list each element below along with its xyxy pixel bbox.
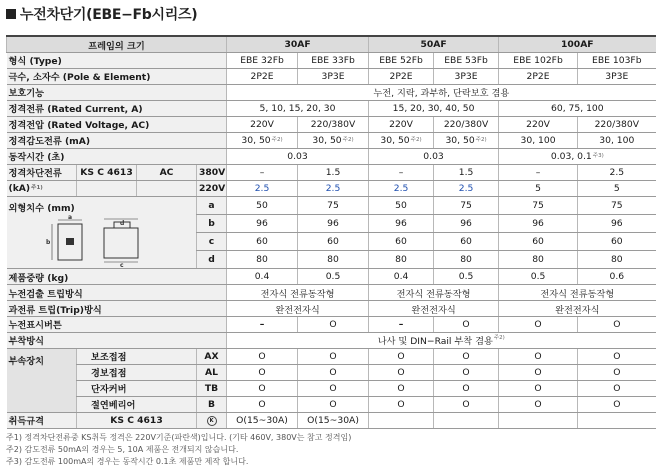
accessory-row	[7, 364, 656, 380]
page-title: 누전차단기(EBE−Fb시리즈)	[20, 7, 198, 23]
certification-cell: O(15~30A)	[227, 412, 298, 428]
accessory-cell: O	[499, 380, 578, 396]
frame-50af: 50AF	[369, 36, 499, 53]
dim-d-cell: 80	[298, 251, 369, 269]
accessory-cell: O	[434, 380, 499, 396]
dim-b-label: b	[197, 214, 227, 232]
indicator-cell: O	[434, 317, 499, 333]
breaking-label: 정격차단전류	[7, 164, 77, 180]
breaking-380-cell: –	[227, 164, 298, 180]
indicator-cell: O	[298, 317, 369, 333]
dim-letter: b	[46, 238, 51, 246]
dim-a-cell: 75	[298, 196, 369, 214]
breaking-380-cell: –	[369, 164, 434, 180]
accessory-code: B	[197, 396, 227, 412]
weight-cell: 0.5	[298, 269, 369, 285]
accessory-cell: O	[369, 364, 434, 380]
footnote: 주1) 정격차단전류중 KS취득 정격은 220V기준(파란색)입니다. (기타 460V, 380V는 참고 정격임)	[6, 433, 352, 442]
dim-d-cell: 80	[578, 251, 656, 269]
breaking-standard: KS C 4613	[77, 164, 137, 180]
accessory-code: TB	[197, 380, 227, 396]
poles-cell: 3P3E	[578, 68, 656, 84]
voltage-380-label: 380V	[197, 164, 227, 180]
accessory-cell: O	[227, 396, 298, 412]
accessory-cell: O	[369, 396, 434, 412]
poles-cell: 3P3E	[434, 68, 499, 84]
accessory-cell: O	[434, 396, 499, 412]
dim-c-cell: 60	[369, 232, 434, 250]
accessory-cell: O	[227, 348, 298, 364]
type-cell: EBE 32Fb	[227, 53, 298, 69]
dimensions-label: 외형치수 (mm)	[8, 202, 75, 214]
poles-row	[7, 68, 656, 84]
spec-table	[6, 35, 655, 429]
weight-cell: 0.6	[578, 269, 656, 285]
breaking-380-cell: 2.5	[578, 164, 656, 180]
dim-a-row	[7, 196, 656, 214]
accessory-cell: O	[369, 348, 434, 364]
dim-letter: d	[120, 219, 125, 227]
rated-voltage-cell: 220/380V	[434, 116, 499, 132]
sensitivity-cell: 30, $50^{주2)}$	[369, 132, 434, 148]
weight-row	[7, 269, 656, 285]
weight-cell: 0.4	[369, 269, 434, 285]
weight-cell: 0.5	[434, 269, 499, 285]
accessory-row	[7, 396, 656, 412]
certification-label: 취득규격	[7, 412, 77, 428]
type-cell: EBE 102Fb	[499, 53, 578, 69]
accessory-cell: O	[227, 364, 298, 380]
accessory-cell: O	[499, 348, 578, 364]
dim-a-cell: 75	[434, 196, 499, 214]
breaking-unit: (kA)$^{주1)}$	[7, 180, 77, 196]
operating-time-cell: 0.03	[227, 148, 369, 164]
sensitivity-cell: 30, $50^{주2)}$	[227, 132, 298, 148]
dim-c-cell: 60	[578, 232, 656, 250]
overcurrent-row	[7, 301, 656, 317]
accessory-label: 보조접점	[77, 348, 197, 364]
dim-letter: c	[120, 261, 124, 269]
detection-cell: 전자식 전류동작형	[369, 285, 499, 301]
protection-value: 누전, 지락, 과부하, 단락보호 겸용	[227, 84, 656, 100]
dim-a-cell: 75	[499, 196, 578, 214]
dim-d-cell: 80	[369, 251, 434, 269]
dim-b-cell: 96	[434, 214, 499, 232]
type-cell: EBE 103Fb	[578, 53, 656, 69]
dim-c-label: c	[197, 232, 227, 250]
note-mark: 주3)	[592, 152, 604, 159]
sensitivity-cell: 30, $50^{주2)}$	[434, 132, 499, 148]
dim-a-label: a	[197, 196, 227, 214]
indicator-row	[7, 317, 656, 333]
detection-label: 누전검출 트립방식	[7, 285, 227, 301]
accessory-code: AL	[197, 364, 227, 380]
overcurrent-cell: 완전전자식	[369, 301, 499, 317]
rated-current-cell: 15, 20, 30, 40, 50	[369, 100, 499, 116]
rated-current-cell: 60, 75, 100	[499, 100, 656, 116]
rated-voltage-cell: 220/380V	[578, 116, 656, 132]
weight-label: 제품중량 (kg)	[7, 269, 227, 285]
footnote: 주3) 감도전류 100mA의 경우는 동작시간 0.1초 제품만 제작 합니다.	[6, 457, 249, 466]
accessory-cell: O	[298, 348, 369, 364]
indicator-cell: –	[227, 317, 298, 333]
sensitivity-cell: 30, $50^{주2)}$	[298, 132, 369, 148]
rated-current-label: 정격전류 (Rated Current, A)	[7, 100, 227, 116]
breaking-380-cell: –	[499, 164, 578, 180]
type-row	[7, 53, 656, 69]
protection-label: 보호기능	[7, 84, 227, 100]
type-label: 형식 (Type)	[7, 53, 227, 69]
note-mark: 주2)	[271, 136, 283, 143]
operating-time-cell: 0.03	[369, 148, 499, 164]
dim-b-cell: 96	[369, 214, 434, 232]
breaking-380-cell: 1.5	[298, 164, 369, 180]
section-title	[6, 4, 197, 24]
certification-cell	[499, 412, 578, 428]
overcurrent-label: 과전류 트립(Trip)방식	[7, 301, 227, 317]
frame-30af: 30AF	[227, 36, 369, 53]
dim-d-cell: 80	[227, 251, 298, 269]
dim-c-cell: 60	[434, 232, 499, 250]
note-mark: 주1)	[31, 184, 43, 191]
note-mark: 주2)	[410, 136, 422, 143]
dim-b-cell: 96	[499, 214, 578, 232]
accessory-cell: O	[578, 348, 656, 364]
accessory-cell: O	[578, 396, 656, 412]
dim-letter: a	[68, 213, 73, 221]
frame-100af: 100AF	[499, 36, 656, 53]
accessory-cell: O	[298, 364, 369, 380]
indicator-cell: O	[499, 317, 578, 333]
type-cell: EBE 53Fb	[434, 53, 499, 69]
overcurrent-cell: 완전전자식	[227, 301, 369, 317]
breaking-220-cell: 2.5	[434, 180, 499, 196]
mounting-label: 부착방식	[7, 332, 227, 348]
accessory-cell: O	[298, 396, 369, 412]
certification-standard: KS C 4613	[77, 412, 197, 428]
accessory-label: 절연베리어	[77, 396, 197, 412]
accessory-cell: O	[227, 380, 298, 396]
certification-row	[7, 412, 656, 428]
note-mark: 주2)	[493, 335, 505, 342]
header-row	[7, 36, 656, 53]
breaking-220-cell: 5	[499, 180, 578, 196]
accessory-cell: O	[578, 380, 656, 396]
certification-cell	[434, 412, 499, 428]
certification-cell: O(15~30A)	[298, 412, 369, 428]
rated-voltage-cell: 220V	[499, 116, 578, 132]
rated-current-row	[7, 100, 656, 116]
accessory-row	[7, 380, 656, 396]
breaking-220-cell: 2.5	[369, 180, 434, 196]
dim-c-cell: 60	[298, 232, 369, 250]
breaking-220-row	[7, 180, 656, 196]
weight-cell: 0.5	[499, 269, 578, 285]
dim-a-cell: 75	[578, 196, 656, 214]
sensitivity-cell: 30, 100	[499, 132, 578, 148]
weight-cell: 0.4	[227, 269, 298, 285]
dim-c-cell: 60	[227, 232, 298, 250]
mounting-value: 나사 및 DIN−Rail 부착 겸용$^{주2)}$	[227, 332, 656, 348]
dim-d-cell: 80	[434, 251, 499, 269]
mounting-row	[7, 332, 656, 348]
indicator-cell: O	[578, 317, 656, 333]
rated-voltage-row	[7, 116, 656, 132]
poles-cell: 3P3E	[298, 68, 369, 84]
dim-b-cell: 96	[227, 214, 298, 232]
rated-current-cell: 5, 10, 15, 20, 30	[227, 100, 369, 116]
note-mark: 주2)	[475, 136, 487, 143]
operating-time-label: 동작시간 (초)	[7, 148, 227, 164]
breaking-220-cell: 5	[578, 180, 656, 196]
voltage-220-label: 220V	[197, 180, 227, 196]
dim-b-cell: 96	[298, 214, 369, 232]
poles-cell: 2P2E	[227, 68, 298, 84]
accessory-label: 경보접점	[77, 364, 197, 380]
footnotes	[6, 432, 351, 468]
type-cell: EBE 33Fb	[298, 53, 369, 69]
sensitivity-label: 정격감도전류 (mA)	[7, 132, 227, 148]
detection-cell: 전자식 전류동작형	[227, 285, 369, 301]
title-square-icon	[6, 9, 16, 19]
rated-voltage-cell: 220V	[227, 116, 298, 132]
breaking-220-cell: 2.5	[298, 180, 369, 196]
protection-row	[7, 84, 656, 100]
accessory-cell: O	[578, 364, 656, 380]
certification-cell	[578, 412, 656, 428]
accessory-cell: O	[499, 396, 578, 412]
accessory-cell: O	[298, 380, 369, 396]
rated-voltage-cell: 220V	[369, 116, 434, 132]
dim-d-label: d	[197, 251, 227, 269]
sensitivity-cell: 30, 100	[578, 132, 656, 148]
dimensions-cell	[7, 196, 197, 268]
accessory-row	[7, 348, 656, 364]
dim-a-cell: 50	[227, 196, 298, 214]
ks-mark-icon: K	[197, 412, 227, 428]
dim-c-cell: 60	[499, 232, 578, 250]
frame-label: 프레임의 크기	[7, 36, 227, 53]
rated-voltage-label: 정격전압 (Rated Voltage, AC)	[7, 116, 227, 132]
accessories-label: 부속장치	[7, 348, 77, 412]
dim-b-cell: 96	[578, 214, 656, 232]
note-mark: 주2)	[342, 136, 354, 143]
indicator-cell: –	[369, 317, 434, 333]
overcurrent-cell: 완전전자식	[499, 301, 656, 317]
accessory-code: AX	[197, 348, 227, 364]
accessory-cell: O	[434, 364, 499, 380]
indicator-label: 누전표시버튼	[7, 317, 227, 333]
rated-voltage-cell: 220/380V	[298, 116, 369, 132]
operating-time-row	[7, 148, 656, 164]
sensitivity-row	[7, 132, 656, 148]
type-cell: EBE 52Fb	[369, 53, 434, 69]
accessory-label: 단자커버	[77, 380, 197, 396]
breaking-380-cell: 1.5	[434, 164, 499, 180]
poles-label: 극수, 소자수 (Pole & Element)	[7, 68, 227, 84]
detection-cell: 전자식 전류동작형	[499, 285, 656, 301]
accessory-cell: O	[499, 364, 578, 380]
breaking-380-row	[7, 164, 656, 180]
breaking-ac: AC	[137, 164, 197, 180]
dim-d-cell: 80	[499, 251, 578, 269]
accessory-cell: O	[434, 348, 499, 364]
breaking-220-cell: 2.5	[227, 180, 298, 196]
operating-time-cell: 0.03, $0.1^{주3)}$	[499, 148, 656, 164]
dim-a-cell: 50	[369, 196, 434, 214]
dimension-diagram	[46, 213, 156, 269]
poles-cell: 2P2E	[369, 68, 434, 84]
poles-cell: 2P2E	[499, 68, 578, 84]
certification-cell	[369, 412, 434, 428]
detection-row	[7, 285, 656, 301]
accessory-cell: O	[369, 380, 434, 396]
footnote: 주2) 감도전류 50mA의 경우는 5, 10A 제품은 전개되지 않습니다.	[6, 445, 239, 454]
